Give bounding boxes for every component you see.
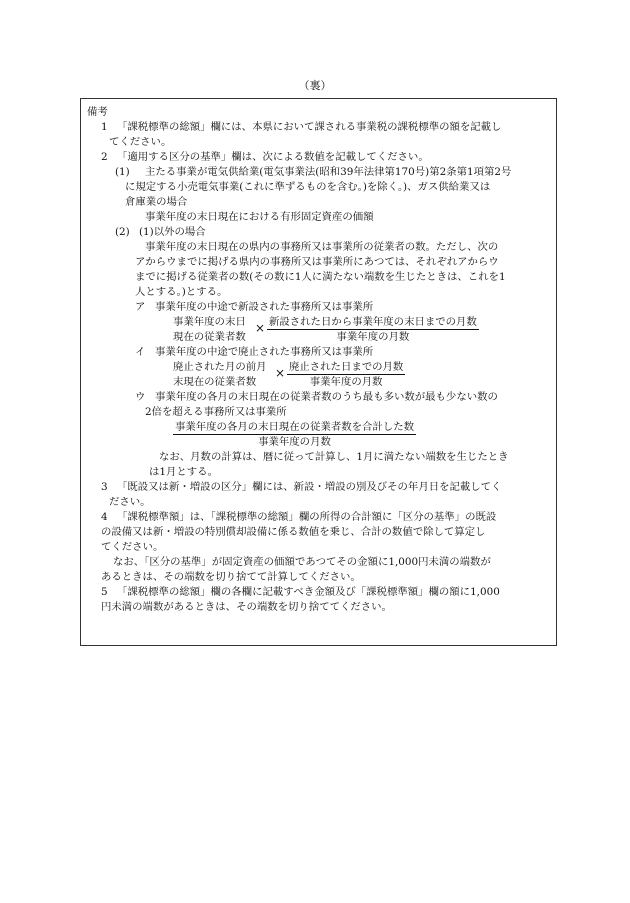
note-4-text-5: あるときは、その端数を切り捨てて計算してください。 [101,571,361,583]
item-i-fraction [287,360,405,390]
notes-title: 備考 [87,106,108,118]
note-2-1-line-4 [87,210,549,225]
item-i-numerator: 廃止された日までの月数 [289,361,404,373]
item-u-fraction [173,420,416,450]
note-2-2-number: (2) [115,226,130,238]
note-2-text-1: 「適用する区分の基準」欄は、次による数値を記載してください。 [117,151,429,163]
note-4-line-4 [87,555,549,570]
note-2-2-closing-text-2: は1月とする。 [149,466,218,478]
note-4-text-4: なお、「区分の基準」が固定資産の価額であつてその金額に1,000円未満の端数が [113,556,491,568]
item-u-denominator: 事業年度の月数 [258,436,331,448]
note-2-line-1 [87,150,549,165]
item-i-formula [87,360,549,390]
note-2-2-closing-2 [87,465,549,480]
note-1-text-1: 「課税標準の総額」欄には、本県において課される事業税の課税標準の額を記載し [117,121,502,133]
note-3-line-2 [87,495,549,510]
note-3-text-1: 「既設又は新・増設の区分」欄には、新設・増設の別及びその年月日を記載してく [117,481,502,493]
note-2-1-text-2: に規定する小売電気事業(これに準ずるものを含む。)を除く。)、ガス供給業又は [125,181,491,193]
note-2-1-line-3 [87,195,549,210]
note-2-2-text-1: (1)以外の場合 [139,226,206,238]
item-u-label: ウ [135,391,146,403]
item-a-fraction [267,315,479,345]
note-2-2-line-2 [87,240,549,255]
note-2-2-text-2: 事業年度の末日現在の県内の事務所又は事業所の従業者の数。ただし、次の [145,241,499,253]
note-3-number: 3 [101,481,108,493]
item-u-line-2 [87,405,549,420]
notes-box [80,98,557,646]
item-i-left-1: 廃止された月の前月 [173,361,267,373]
note-4-line-3 [87,540,549,555]
item-u-text-2: 2倍を超える事務所又は事業所 [145,406,287,418]
item-a-left-term [173,315,246,345]
item-u-text-1: 事業年度の各月の末日現在の従業者数のうち最も多い数が最も少ない数の [155,391,498,403]
item-i-left-2: 末現在の従業者数 [173,376,257,388]
note-5-line-2 [87,600,549,615]
note-1-number: 1 [101,121,108,133]
item-a-line [87,300,549,315]
note-1-line-1 [87,120,549,135]
note-2-2-text-3: アからウまでに掲げる県内の事務所又は事業所にあつては、それぞれアからウ [135,256,499,268]
note-2-1-text-4: 事業年度の末日現在における有形固定資産の価額 [145,211,374,223]
note-5-text-1: 「課税標準の総額」欄の各欄に記載すべき金額及び「課税標準額」欄の額に1,000 [117,586,500,598]
note-2-2-text-5: 人とする。)とする。 [135,286,228,298]
note-4-text-1: 「課税標準額」は、「課税標準の総額」欄の所得の合計額に「区分の基準」の既設 [117,511,497,523]
item-a-denominator: 事業年度の月数 [336,331,410,343]
item-u-formula [87,420,549,450]
note-4-line-2 [87,525,549,540]
note-5-text-2: 円未満の端数があるときは、その端数を切り捨ててください。 [101,601,392,613]
note-5-line-1 [87,585,549,600]
note-5-number: 5 [101,586,108,598]
note-4-text-2: の設備又は新・増設の特別償却設備に係る数値を乗じ、合計の数値で除して算定し [101,526,486,538]
note-2-2-line-5 [87,285,549,300]
item-a-left-2: 現在の従業者数 [173,331,246,343]
item-a-numerator: 新設された日から事業年度の末日までの月数 [269,316,477,328]
note-2-1-line-1 [87,165,549,180]
note-1-line-2 [87,135,549,150]
page-heading: （裏） [298,79,332,92]
item-i-left-term [173,360,267,390]
item-a-left-1: 事業年度の末日 [173,316,246,328]
item-i-label: イ [135,346,146,358]
notes-title-line [87,105,549,120]
note-4-number: 4 [101,511,108,523]
note-2-1-line-2 [87,180,549,195]
item-i-line [87,345,549,360]
note-2-1-number: (1) [115,166,130,178]
note-2-1-text-3: 倉庫業の場合 [125,196,188,208]
note-2-2-line-3 [87,255,549,270]
note-2-2-closing-text-1: なお、月数の計算は、暦に従って計算し、1月に満たない端数を生じたとき [159,451,509,463]
item-i-times: × [275,366,286,380]
note-1-text-2: てください。 [109,136,172,148]
note-2-2-text-4: までに掲げる従業者の数(その数に1人に満たない端数を生じたときは、これを1 [135,271,506,283]
note-2-number: 2 [101,151,108,163]
note-2-1-text-1: 主たる事業が電気供給業(電気事業法(昭和39年法律第170号)第2条第1項第2号 [145,166,512,178]
note-3-text-2: ださい。 [109,496,151,508]
note-4-line-1 [87,510,549,525]
item-a-label: ア [135,301,146,313]
item-i-text: 事業年度の中途で廃止された事務所又は事業所 [155,346,374,358]
item-a-times: × [255,321,266,335]
note-2-2-line-4 [87,270,549,285]
item-a-formula [87,315,549,345]
notes-content [87,105,549,615]
item-u-line-1 [87,390,549,405]
note-4-text-3: てください。 [101,541,164,553]
item-u-numerator: 事業年度の各月の末日現在の従業者数を合計した数 [175,421,414,433]
item-a-text: 事業年度の中途で新設された事務所又は事業所 [155,301,374,313]
note-2-2-closing-1 [87,450,549,465]
item-i-denominator: 事業年度の月数 [309,376,383,388]
note-3-line-1 [87,480,549,495]
note-4-line-5 [87,570,549,585]
note-2-2-line-1 [87,225,549,240]
